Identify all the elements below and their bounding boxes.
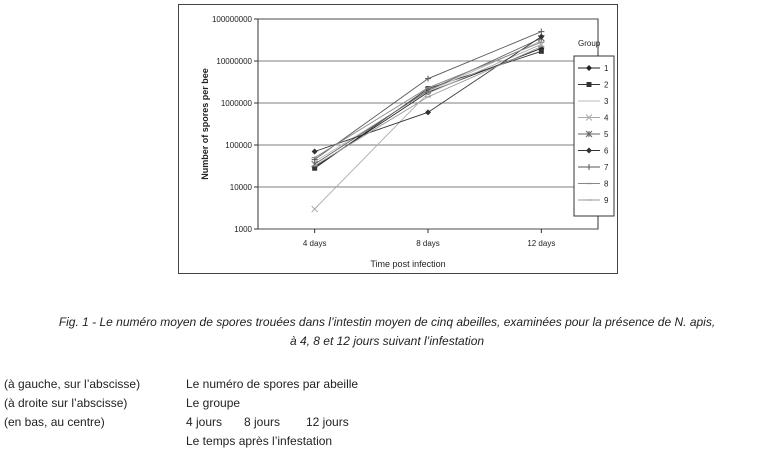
caption-line-2: à 4, 8 et 12 jours suivant l’infestation [289,334,485,348]
glossary-day: 8 jours [244,415,281,429]
y-tick-label: 100000 [225,141,252,150]
legend-label: 1 [604,64,609,73]
glossary-key: (à gauche, sur l’abscisse) [4,377,141,391]
x-tick-label: 4 days [302,239,327,248]
caption-line-1: Fig. 1 - Le numéro moyen de spores trouées dans l’intestin moyen de cinq abeilles, examinées pour la présence de N. apis, [58,315,716,329]
x-tick-label: 12 days [527,239,556,248]
y-axis-title: Number of spores per bee [200,68,210,180]
legend-title: Group [578,39,601,48]
legend-label: 5 [604,130,609,139]
glossary-value: Le temps après l’infestation [186,434,333,448]
y-tick-label: 100000000 [211,15,252,24]
glossary-key: (à droite sur l’abscisse) [4,396,128,410]
data-point [587,82,592,87]
y-tick-label: 10000 [229,183,252,192]
x-tick-label: 8 days [416,239,440,248]
legend-label: 6 [604,146,609,156]
y-tick-label: 1000 [234,225,252,234]
plot-area [258,19,598,229]
glossary-day: 12 jours [306,415,349,429]
glossary-days [186,413,349,432]
legend-label: 8 [604,179,609,189]
legend-label: 9 [604,196,609,205]
glossary-value: Le numéro de spores par abeille [186,377,359,391]
figure-caption [0,313,774,351]
spores-line-chart [178,4,618,274]
glossary-day: 4 jours [186,415,223,429]
legend-label: 2 [604,80,609,90]
glossary-value: Le groupe [186,396,241,410]
data-point [539,49,544,54]
legend-label: 4 [604,113,609,123]
x-axis-title: Time post infection [370,259,446,269]
glossary-key: (en bas, au centre) [4,415,105,429]
legend-label: 7 [604,163,609,172]
y-tick-label: 1000000 [220,99,252,108]
legend-label: 3 [604,97,609,106]
y-tick-label: 10000000 [216,57,252,66]
